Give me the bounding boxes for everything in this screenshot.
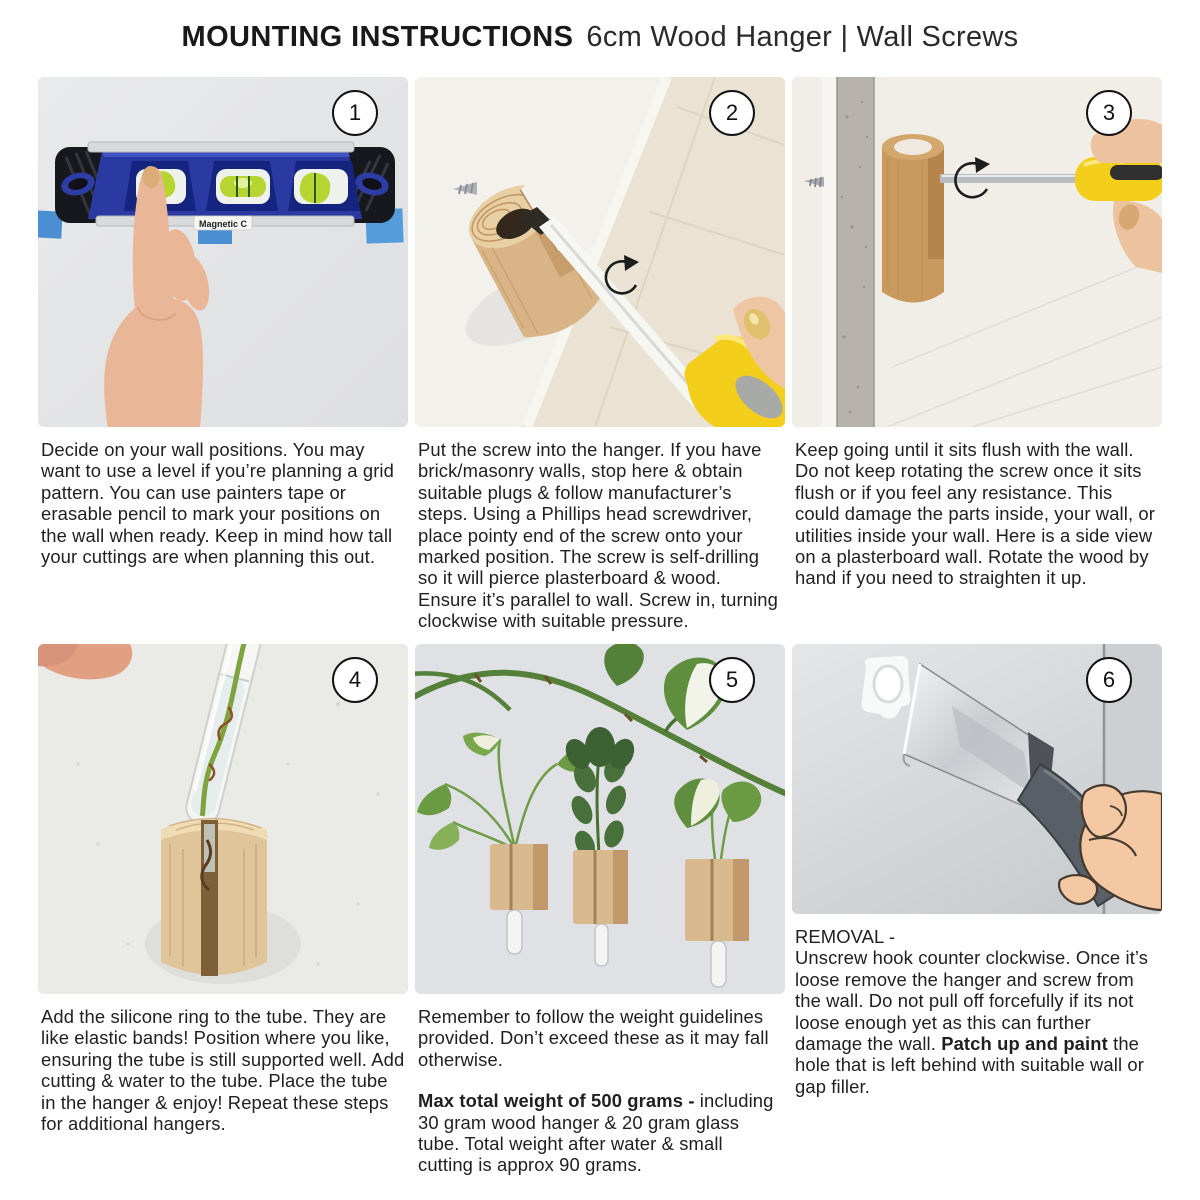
step-1-photo	[38, 77, 408, 427]
wood-hanger	[161, 818, 267, 976]
steps-grid	[0, 77, 1200, 1176]
wood-hanger-side	[882, 134, 944, 303]
step-4-panel	[38, 644, 408, 1176]
step-number-badge: 6	[1086, 657, 1132, 703]
step-number-badge: 3	[1086, 90, 1132, 136]
step-1-panel	[38, 77, 408, 644]
step-5-panel	[415, 644, 785, 1176]
step-5-caption-1: Remember to follow the weight guidelines provided. Don’t exceed these as it may fall otherwise.	[418, 1006, 769, 1070]
plasterboard	[822, 77, 882, 427]
step-number-badge: 5	[709, 657, 755, 703]
max-weight-label: Max total weight of 500 grams -	[418, 1090, 695, 1112]
step-2-photo	[415, 77, 785, 427]
title-main: MOUNTING INSTRUCTIONS	[181, 21, 574, 53]
step-3-panel	[792, 77, 1162, 644]
step-5-caption-2: Max total weight of 500 grams - including 30 gram wood hanger & 20 gram glass tube. Total weight after water & small cutting is approx 90 grams.	[418, 1090, 774, 1176]
step-number-badge: 1	[332, 90, 378, 136]
step-6-photo	[792, 644, 1162, 914]
patch-up-bold: Patch up and paint	[941, 1033, 1108, 1055]
title-sub: 6cm Wood Hanger | Wall Screws	[586, 21, 1019, 53]
step-1-caption: Decide on your wall positions. You may want to use a level if you’re planning a grid pattern. You can use painters tape or erasable pencil to mark your positions on the wall when ready. Keep in mind how tall your cuttings are when planning this out.	[41, 439, 394, 568]
step-6-panel	[792, 644, 1162, 1176]
removal-heading: REMOVAL -	[795, 926, 896, 947]
step-3-caption: Keep going until it sits flush with the wall. Do not keep rotating the screw once it sits flush or if you feel any resistance. This could damage the parts inside, your wall, or utilities inside your wall. Here is a side view on a plasterboard wall. Rotate the wood by hand if you need to straighten it up.	[795, 439, 1155, 589]
step-number-badge: 4	[332, 657, 378, 703]
spirit-level	[55, 142, 395, 230]
step-2-caption: Put the screw into the hanger. If you have brick/masonry walls, stop here & obtain suitable plugs & follow manufacturer’s steps. Using a Phillips head screwdriver, place pointy end of the screw onto your marked position. The screw is self-drilling so it will pierce plasterboard & wood. Ensure it’s parallel to wall. Screw in, turning clockwise with suitable pressure.	[418, 439, 778, 632]
page-title	[0, 0, 1200, 77]
step-4-photo	[38, 644, 408, 994]
step-6-caption: REMOVAL - Unscrew hook counter clockwise. Once it’s loose remove the hanger and screw from the wall. Do not pull off forcefully if its not loose enough yet as this can further damage the wall. Patch up and paint the hole that is left behind with suitable wall or gap filler.	[795, 926, 1159, 1097]
step-4-caption: Add the silicone ring to the tube. They are like elastic bands! Position where you like, ensuring the tube is still supported well. Add cutting & water to the tube. Place the tube in the hanger & enjoy! Repeat these steps for additional hangers.	[41, 1006, 405, 1135]
step-3-photo	[792, 77, 1162, 427]
step-2-panel	[415, 77, 785, 644]
level-brand-label: Magnetic C	[198, 219, 248, 229]
step-number-badge: 2	[709, 90, 755, 136]
step-5-photo	[415, 644, 785, 994]
